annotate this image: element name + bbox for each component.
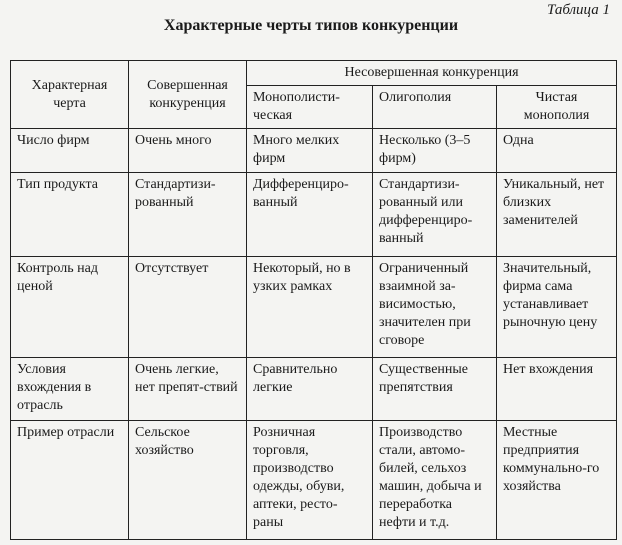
cell-pure-monopoly: Нет вхождения: [497, 357, 617, 421]
cell-oligopoly: Существенные препятствия: [373, 357, 497, 421]
header-oligopoly: Олигополия: [373, 86, 497, 129]
table-row: [11, 257, 617, 357]
cell-monopolistic: Дифференциро-ванный: [247, 173, 373, 257]
cell-monopolistic: Много мелких фирм: [247, 129, 373, 173]
table-caption: Таблица 1: [547, 2, 610, 18]
table-row: [11, 129, 617, 173]
cell-monopolistic: Розничная торговля, производство одежды, обуви, аптеки, ресто-раны: [247, 421, 373, 540]
cell-feature: Тип продукта: [11, 173, 129, 257]
table-row: [11, 421, 617, 540]
header-imperfect: Несовершенная конкуренция: [247, 61, 617, 86]
cell-feature: Условия вхождения в отрасль: [11, 357, 129, 421]
header-perfect: Совершенная конкуренция: [129, 61, 247, 129]
cell-perfect: Отсутствует: [129, 257, 247, 357]
cell-monopolistic: Некоторый, но в узких рамках: [247, 257, 373, 357]
cell-oligopoly: Ограниченный взаимной за-висимостью, значителен при сговоре: [373, 257, 497, 357]
cell-feature: Число фирм: [11, 129, 129, 173]
cell-perfect: Очень легкие, нет препят-ствий: [129, 357, 247, 421]
cell-pure-monopoly: Местные предприятия коммунально-го хозяйства: [497, 421, 617, 540]
header-pure-monopoly: Чистая монополия: [497, 86, 617, 129]
cell-oligopoly: Несколько (3–5 фирм): [373, 129, 497, 173]
cell-oligopoly: Производство стали, автомо-билей, сельхоз машин, добыча и переработка нефти и т.д.: [373, 421, 497, 540]
cell-pure-monopoly: Уникальный, нет близких заменителей: [497, 173, 617, 257]
cell-perfect: Очень много: [129, 129, 247, 173]
cell-perfect: Стандартизи-рованный: [129, 173, 247, 257]
header-feature: Характерная черта: [11, 61, 129, 129]
table-row: [11, 173, 617, 257]
cell-perfect: Сельское хозяйство: [129, 421, 247, 540]
cell-oligopoly: Стандартизи-рованный или дифференциро-ванный: [373, 173, 497, 257]
cell-pure-monopoly: Значительный, фирма сама устанавливает рыночную цену: [497, 257, 617, 357]
cell-feature: Контроль над ценой: [11, 257, 129, 357]
cell-feature: Пример отрасли: [11, 421, 129, 540]
table-row: [11, 357, 617, 421]
cell-pure-monopoly: Одна: [497, 129, 617, 173]
competition-table: [10, 60, 617, 540]
cell-monopolistic: Сравнительно легкие: [247, 357, 373, 421]
header-monopolistic: Монополисти-ческая: [247, 86, 373, 129]
page-title: Характерные черты типов конкуренции: [163, 17, 459, 34]
